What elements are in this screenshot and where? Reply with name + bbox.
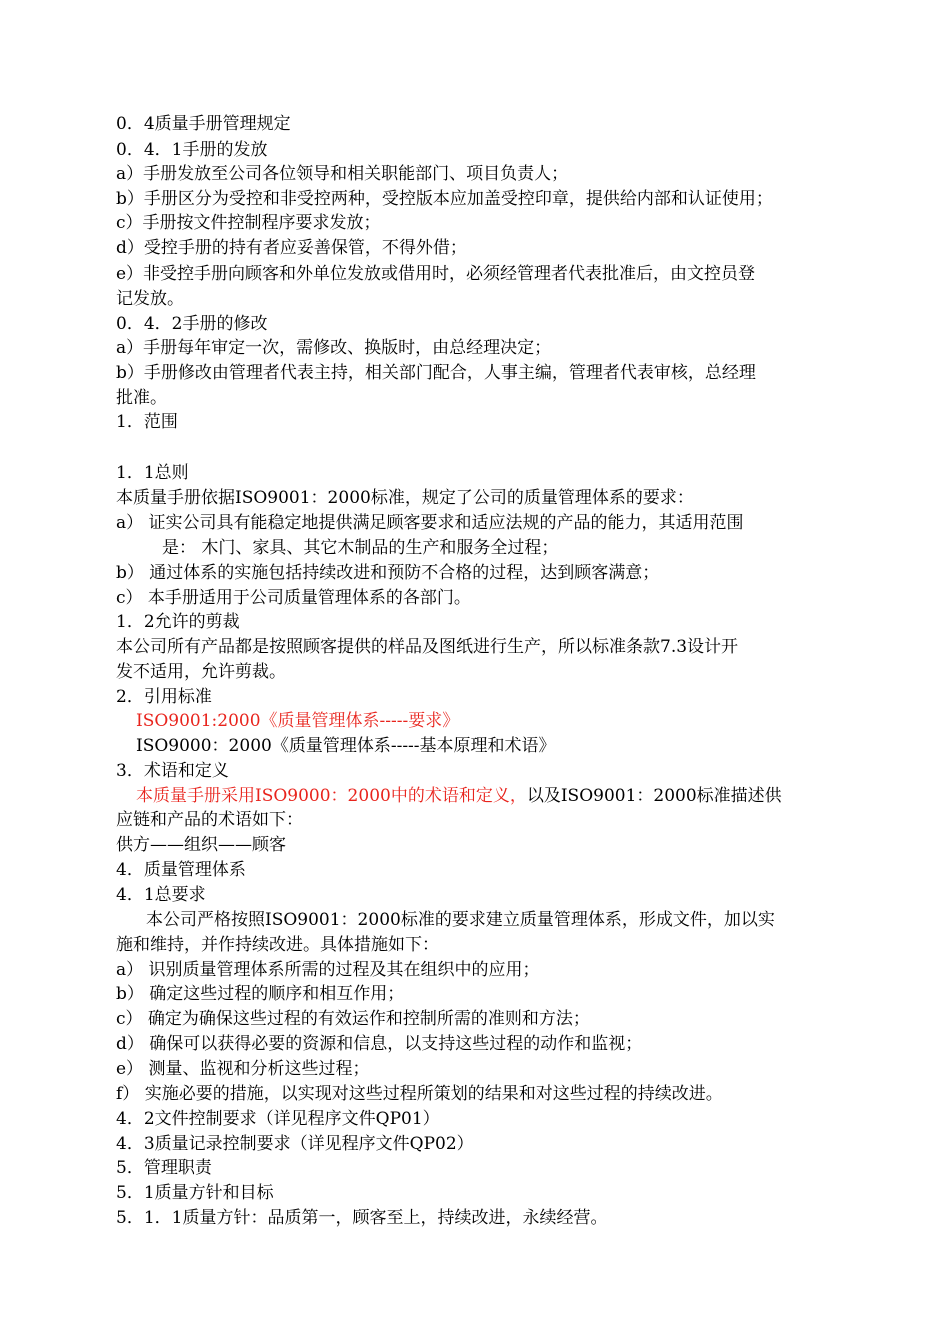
- subsection-heading: 5．1质量方针和目标: [116, 1183, 274, 1203]
- section-heading: 3．术语和定义: [116, 761, 229, 781]
- highlighted-text: 本质量手册采用ISO9000：2000中的术语和定义，: [136, 786, 527, 806]
- list-item-continued: 是： 木门、家具、其它木制品的生产和服务全过程；: [162, 538, 559, 558]
- list-item: d）受控手册的持有者应妥善保管，不得外借；: [116, 238, 467, 258]
- paragraph: 本公司所有产品都是按照顾客提供的样品及图纸进行生产，所以标准条款7.3设计开: [116, 637, 739, 657]
- list-item-continued: 记发放。: [116, 289, 184, 309]
- paragraph: 5．1．1质量方针：品质第一，顾客至上，持续改进，永续经营。: [116, 1208, 608, 1228]
- paragraph: 供方——组织——顾客: [116, 835, 286, 855]
- list-item: b）手册区分为受控和非受控两种，受控版本应加盖受控印章，提供给内部和认证使用；: [116, 189, 773, 209]
- subsection-heading: 0．4．2手册的修改: [116, 314, 268, 334]
- subsection-heading: 4．3质量记录控制要求（详见程序文件QP02）: [116, 1134, 474, 1154]
- list-item-continued: 批准。: [116, 388, 167, 408]
- paragraph-text: 以及ISO9001：2000标准描述供: [526, 786, 782, 806]
- section-heading: 2．引用标准: [116, 687, 212, 707]
- list-item: d） 确保可以获得必要的资源和信息，以支持这些过程的动作和监视；: [116, 1034, 643, 1054]
- section-heading: 5．管理职责: [116, 1158, 212, 1178]
- paragraph-continued: 施和维持，并作持续改进。具体措施如下：: [116, 935, 439, 955]
- list-item: a） 识别质量管理体系所需的过程及其在组织中的应用；: [116, 960, 540, 980]
- subsection-heading: 0．4．1手册的发放: [116, 140, 268, 160]
- paragraph-continued: 应链和产品的术语如下：: [116, 810, 303, 830]
- subsection-heading: 4．2文件控制要求（详见程序文件QP01）: [116, 1109, 440, 1129]
- subsection-heading: 4．1总要求: [116, 885, 206, 905]
- list-item: b） 通过体系的实施包括持续改进和预防不合格的过程，达到顾客满意；: [116, 563, 660, 583]
- paragraph-continued: 发不适用，允许剪裁。: [116, 662, 286, 682]
- section-heading: 1．范围: [116, 412, 178, 432]
- list-item: e） 测量、监视和分析这些过程；: [116, 1059, 370, 1079]
- list-item: a） 证实公司具有能稳定地提供满足顾客要求和适应法规的产品的能力，其适用范围: [116, 513, 744, 533]
- section-heading: 0．4质量手册管理规定: [116, 114, 291, 134]
- paragraph: 本公司严格按照ISO9001：2000标准的要求建立质量管理体系，形成文件，加以实: [146, 910, 775, 930]
- reference-standard: ISO9000：2000《质量管理体系-----基本原理和术语》: [136, 736, 556, 756]
- definition-paragraph: [136, 784, 782, 808]
- list-item: e）非受控手册向顾客和外单位发放或借用时，必须经管理者代表批准后，由文控员登: [116, 264, 756, 284]
- list-item: a）手册发放至公司各位领导和相关职能部门、项目负责人；: [116, 164, 569, 184]
- list-item: c） 确定为确保这些过程的有效运作和控制所需的准则和方法；: [116, 1009, 590, 1029]
- list-item: c） 本手册适用于公司质量管理体系的各部门。: [116, 588, 471, 608]
- subsection-heading: 1．1总则: [116, 463, 189, 483]
- reference-standard-highlighted: ISO9001:2000《质量管理体系-----要求》: [136, 711, 460, 731]
- paragraph: 本质量手册依据ISO9001：2000标准，规定了公司的质量管理体系的要求：: [116, 488, 694, 508]
- section-heading: 4．质量管理体系: [116, 860, 246, 880]
- list-item: f） 实施必要的措施，以实现对这些过程所策划的结果和对这些过程的持续改进。: [116, 1084, 723, 1104]
- list-item: c）手册按文件控制程序要求发放；: [116, 213, 381, 233]
- list-item: b） 确定这些过程的顺序和相互作用；: [116, 984, 405, 1004]
- list-item: b）手册修改由管理者代表主持，相关部门配合，人事主编，管理者代表审核，总经理: [116, 363, 756, 383]
- list-item: a）手册每年审定一次，需修改、换版时，由总经理决定；: [116, 338, 552, 358]
- subsection-heading: 1．2允许的剪裁: [116, 612, 240, 632]
